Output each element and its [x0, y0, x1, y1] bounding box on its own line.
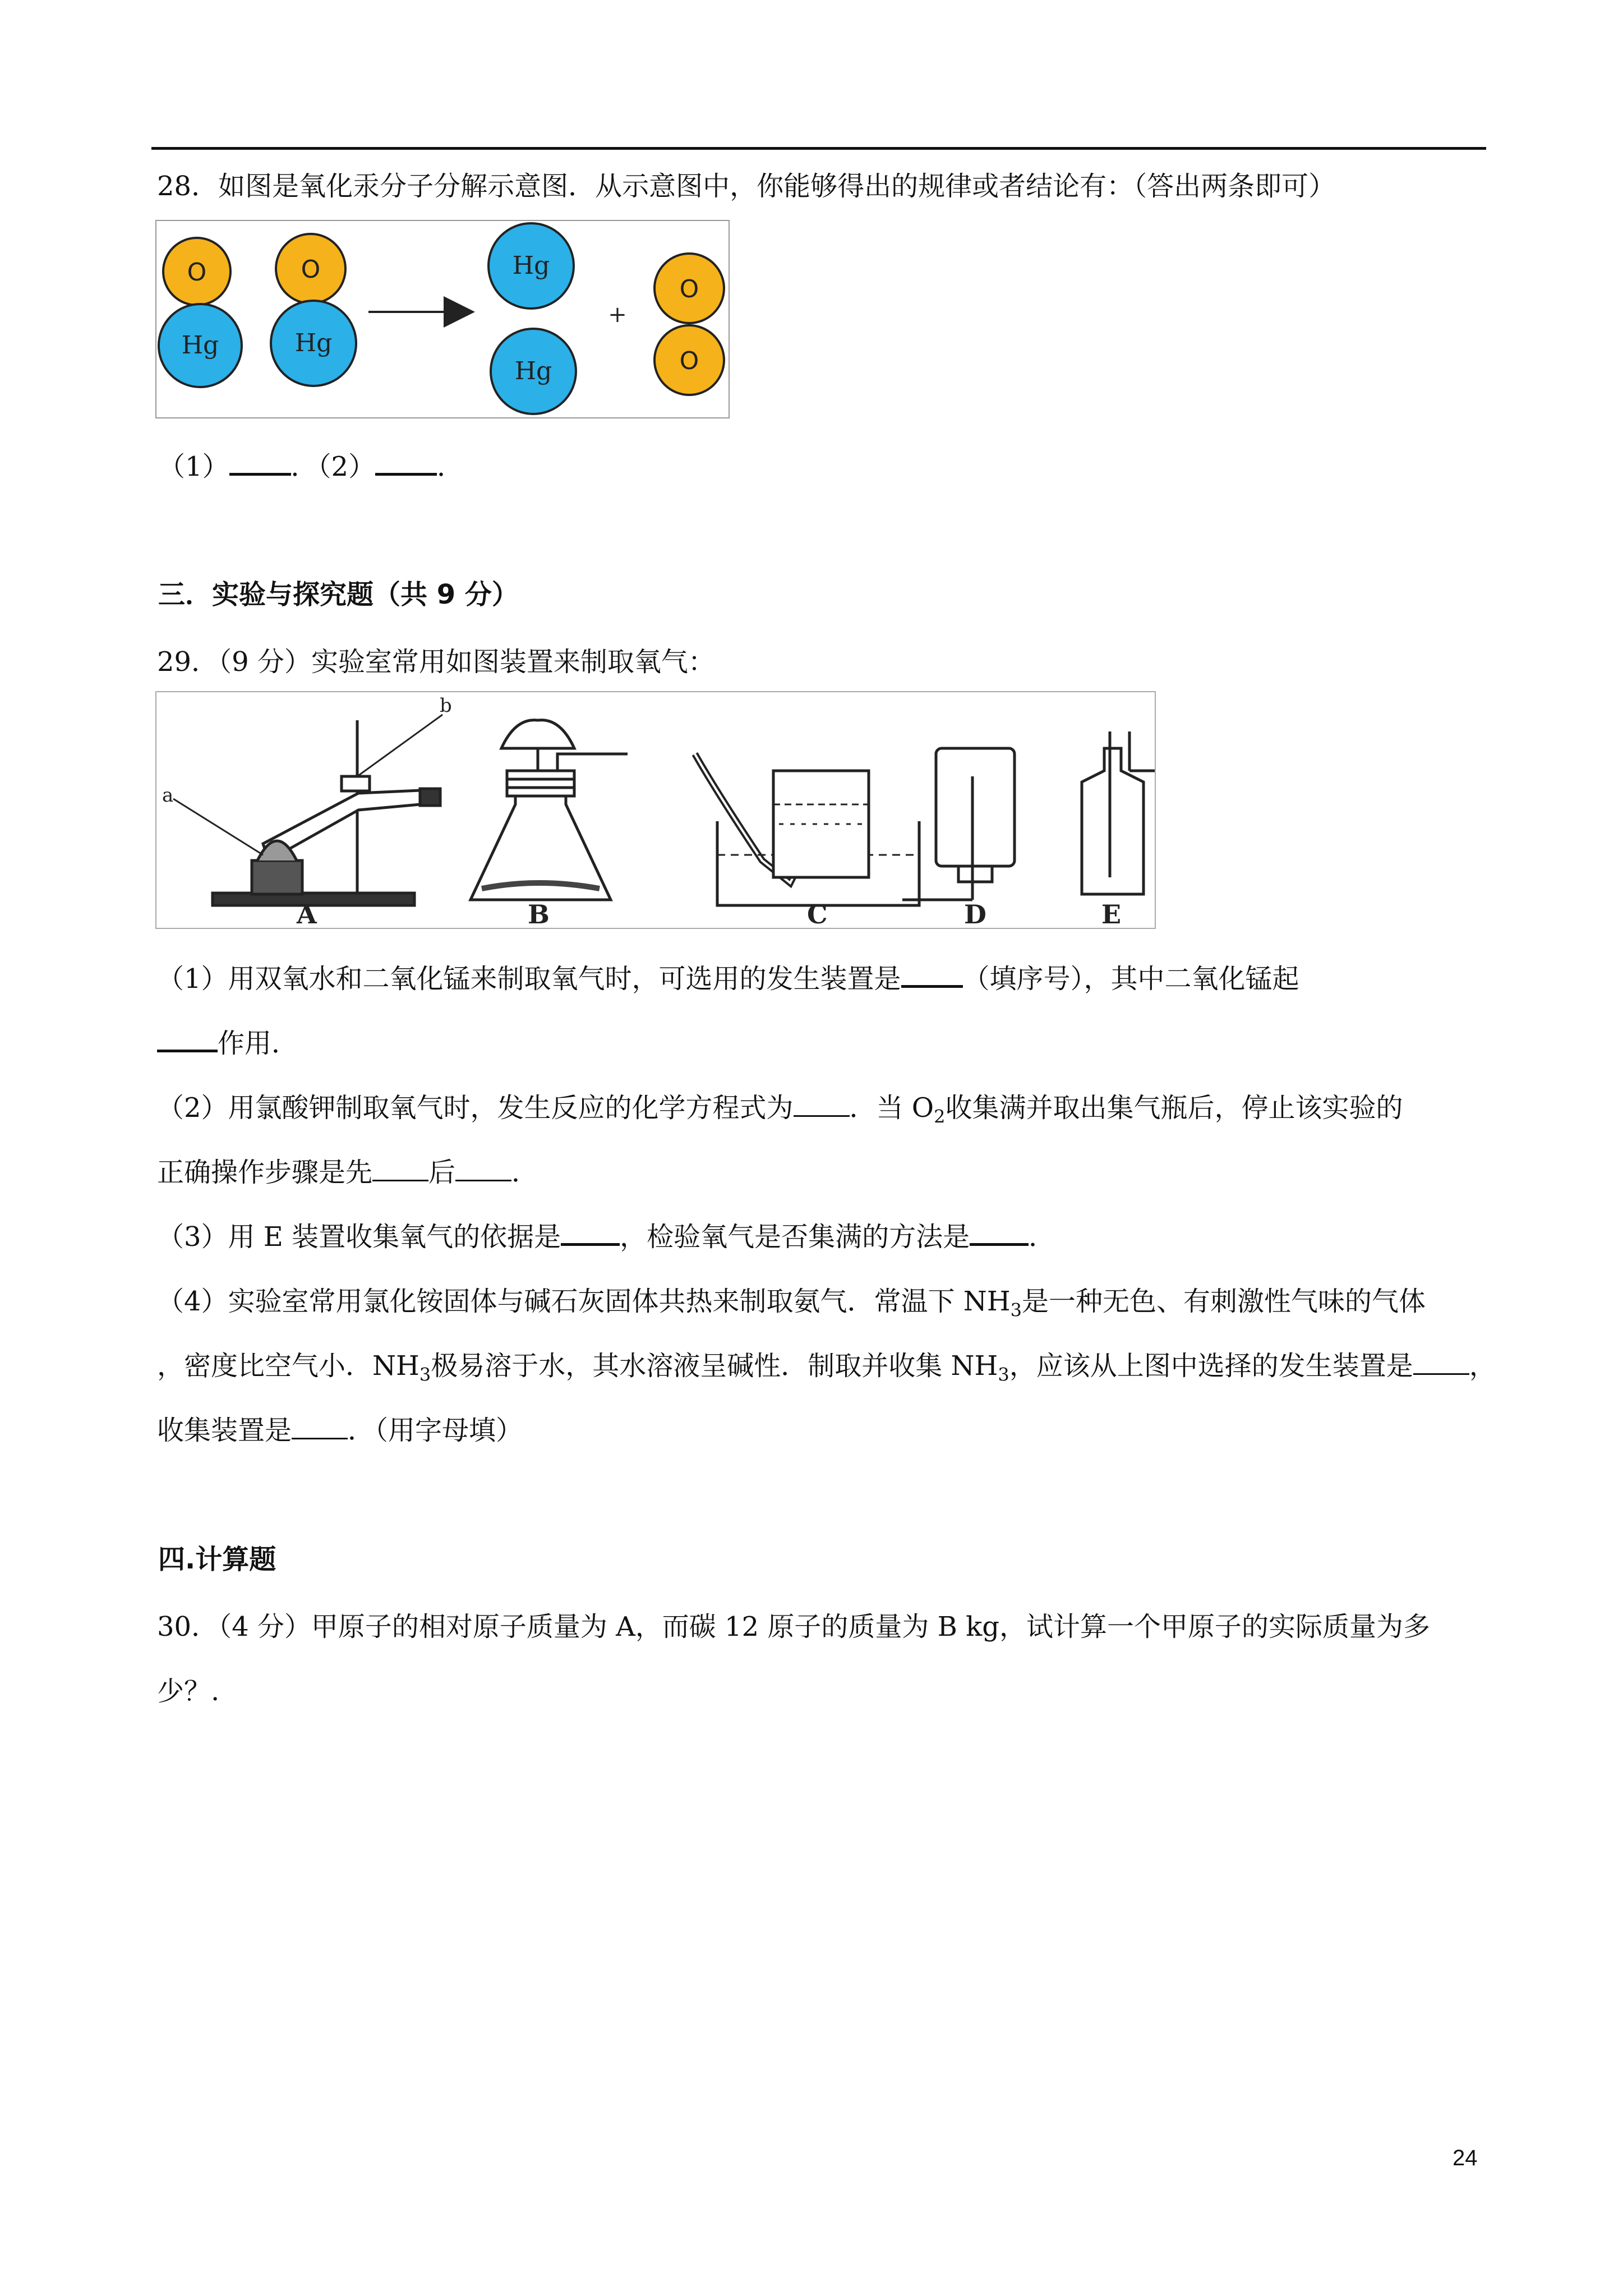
answer-blank[interactable] — [970, 1221, 1029, 1246]
q29-p2-text: ． — [511, 1157, 539, 1188]
q29-part-1-line-2 — [157, 1027, 298, 1060]
q29-part-3 — [157, 1220, 1055, 1254]
oxygen-label: O — [301, 255, 321, 284]
q29-p4-text: ， — [1469, 1350, 1496, 1382]
hgo-decomposition-diagram — [156, 221, 728, 417]
q30-line-2: 少？. — [157, 1676, 220, 1707]
mercury-label: Hg — [181, 331, 219, 360]
q29-p3-text: ，检验氧气是否集满的方法是 — [620, 1221, 970, 1253]
subscript: 3 — [1010, 1299, 1022, 1321]
q29-stem: 29．（9 分）实验室常用如图装置来制取氧气： — [157, 646, 715, 678]
q29-p4-text: （4）实验室常用氯化铵固体与碱石灰固体共热来制取氨气．常温下 NH — [157, 1286, 1011, 1317]
svg-text:b: b — [440, 694, 452, 717]
answer-blank[interactable] — [292, 1415, 348, 1439]
hgo-decomposition-figure — [155, 220, 730, 418]
svg-text:A: A — [297, 899, 317, 928]
subscript: 3 — [998, 1364, 1009, 1386]
section-4-title: 四.计算题 — [158, 1544, 276, 1575]
q29-p4-text: 是一种无色、有刺激性气味的气体 — [1022, 1286, 1426, 1317]
subscript: 2 — [934, 1106, 946, 1128]
svg-text:E: E — [1101, 899, 1122, 928]
answer-1-label: （1） — [158, 451, 229, 482]
apparatus-a — [162, 694, 452, 928]
mercury-label: Hg — [514, 357, 552, 385]
answer-blank[interactable] — [561, 1221, 620, 1246]
answer-blank[interactable] — [794, 1093, 850, 1117]
q29-p1-text: （1）用双氧水和二氧化锰来制取氧气时，可选用的发生装置是 — [157, 963, 901, 995]
q29-p2-text: （2）用氯酸钾制取氧气时，发生反应的化学方程式为 — [157, 1092, 794, 1124]
answer-blank[interactable] — [372, 1157, 428, 1181]
punctuation: ． — [437, 451, 464, 482]
lab-apparatus-figure — [155, 691, 1156, 929]
oxygen-label: O — [187, 258, 207, 287]
q28-stem: 28．如图是氧化汞分子分解示意图．从示意图中，你能够得出的规律或者结论有：（答出两条即可） — [157, 171, 1336, 202]
oxygen-label: O — [679, 275, 699, 303]
subscript: 3 — [419, 1364, 431, 1386]
answer-blank[interactable] — [455, 1157, 511, 1181]
answer-2-label: ．（2） — [291, 451, 376, 482]
answer-blank-1[interactable] — [229, 450, 291, 476]
mercury-label: Hg — [294, 329, 333, 357]
q29-p3-text: ． — [1029, 1221, 1056, 1253]
q30-line-1: 30．（4 分）甲原子的相对原子质量为 A，而碳 12 原子的质量为 B kg，试计算一个甲原子的实际质量为多 — [157, 1611, 1430, 1642]
q28-answer-line — [158, 450, 464, 484]
q29-p3-text: （3）用 E 装置收集氧气的依据是 — [157, 1221, 561, 1253]
q29-p4-text: 收集装置是 — [157, 1415, 292, 1446]
section-3-title: 三．实验与探究题（共 9 分） — [158, 579, 519, 610]
plus-sign: + — [608, 302, 627, 328]
svg-text:B: B — [528, 899, 550, 928]
q29-p2-text: 正确操作步骤是先 — [157, 1157, 373, 1188]
svg-text:D: D — [964, 899, 986, 928]
answer-blank[interactable] — [901, 963, 963, 988]
q29-part-4-line-1 — [157, 1285, 1426, 1327]
q29-p4-text: ．（用字母填） — [348, 1415, 523, 1446]
q29-part-2-line-2 — [157, 1156, 538, 1189]
q29-p2-text: 后 — [428, 1157, 456, 1188]
q29-p1-text: 作用． — [218, 1028, 299, 1059]
answer-blank[interactable] — [1413, 1351, 1469, 1375]
oxygen-label: O — [679, 347, 699, 375]
svg-text:a: a — [162, 784, 174, 807]
answer-blank-2[interactable] — [375, 450, 437, 476]
page-number: 24 — [1453, 2146, 1478, 2170]
svg-text:C: C — [807, 899, 828, 928]
lab-apparatus-diagram — [156, 692, 1155, 928]
apparatus-c — [695, 754, 919, 928]
q29-p4-text: ，密度比空气小．NH — [157, 1350, 419, 1382]
q29-p4-text: 极易溶于水，其水溶液呈碱性．制取并收集 NH — [431, 1350, 998, 1382]
q29-p4-text: ，应该从上图中选择的发生装置是 — [1009, 1350, 1413, 1382]
header-rule — [151, 147, 1486, 150]
q29-p1-text: （填序号），其中二氧化锰起 — [962, 963, 1299, 995]
q29-p2-text: ．当 O — [849, 1092, 934, 1124]
answer-blank[interactable] — [157, 1027, 218, 1052]
apparatus-e — [1082, 731, 1155, 928]
q29-part-4-line-2 — [157, 1349, 1496, 1392]
q29-part-4-line-3 — [157, 1414, 523, 1447]
apparatus-b — [471, 720, 628, 928]
mercury-label: Hg — [512, 251, 550, 280]
q29-part-1-line-1 — [157, 962, 1299, 996]
q29-part-2-line-1 — [157, 1091, 1403, 1134]
q29-p2-text: 收集满并取出集气瓶后，停止该实验的 — [945, 1092, 1403, 1124]
